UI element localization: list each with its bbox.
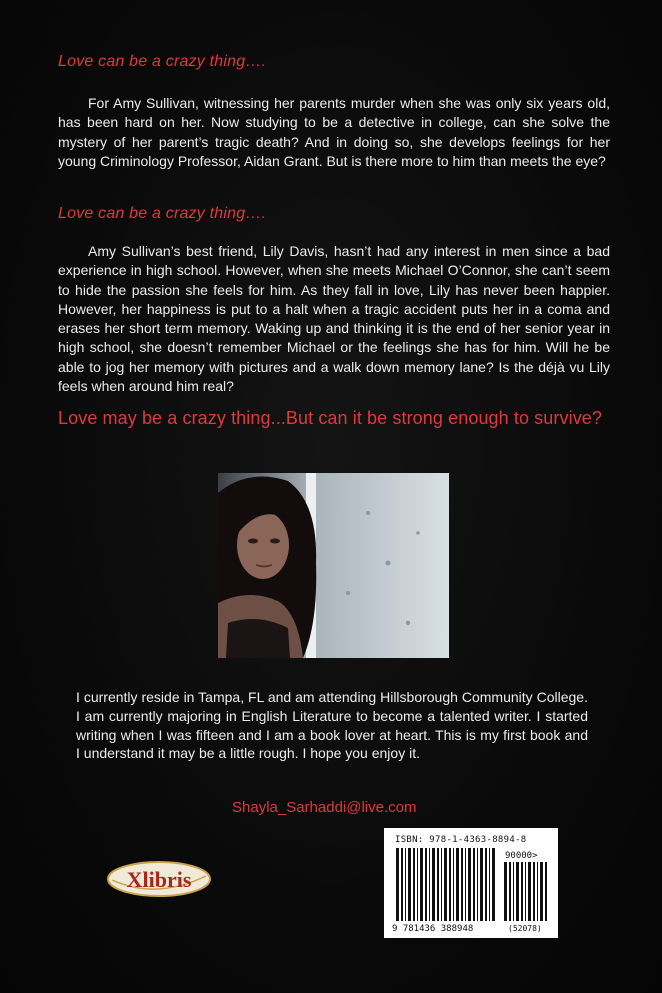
barcode-bar [417, 848, 418, 921]
barcode-bar [513, 862, 514, 921]
barcode-bar [485, 848, 487, 921]
barcode-bars-addon [504, 862, 547, 921]
xlibris-logo [106, 860, 212, 898]
barcode-bar [468, 848, 471, 921]
author-photo-image [218, 473, 449, 658]
barcode-bar [449, 848, 451, 921]
author-email[interactable]: Shayla_Sarhaddi@live.com [232, 799, 417, 816]
barcode-bar [425, 848, 427, 921]
barcode-bar [504, 862, 507, 921]
barcode-bar [528, 862, 531, 921]
barcode-bar [489, 848, 490, 921]
barcode-bar [521, 862, 523, 921]
barcode-bar [533, 862, 535, 921]
barcode-bar [444, 848, 447, 921]
barcode-bar [480, 848, 483, 921]
barcode-bar [465, 848, 466, 921]
barcode-bar [492, 848, 495, 921]
barcode-bar [509, 862, 511, 921]
barcode-bar [441, 848, 442, 921]
barcode-bar [408, 848, 411, 921]
barcode-bar [540, 862, 543, 921]
price-code: 90000> [505, 851, 538, 861]
barcode-bar [545, 862, 547, 921]
barcode-suffix: (52078) [508, 924, 542, 933]
barcode-bar [461, 848, 463, 921]
author-bio: I currently reside in Tampa, FL and am attending Hillsborough Community College. I am currently majoring in English Literature to become a talented writer. I started writing when I was fifteen and I am a book lover at heart. This is my first book and I understand it may be a little rough. I hope you enjoy it. [76, 689, 588, 762]
barcode-bar [456, 848, 459, 921]
isbn-barcode [384, 828, 558, 938]
barcode-bar [401, 848, 403, 921]
barcode-bar [413, 848, 415, 921]
tagline-2: Love can be a crazy thing…. [58, 205, 267, 222]
barcode-bar [429, 848, 430, 921]
closing-tagline: Love may be a crazy thing...But can it be strong enough to survive? [58, 408, 603, 428]
isbn-label: ISBN: 978-1-4363-8894-8 [395, 835, 527, 845]
barcode-bar [516, 862, 519, 921]
barcode-bar [477, 848, 478, 921]
synopsis-paragraph-2: Amy Sullivan’s best friend, Lily Davis, hasn’t had any interest in men since a bad experience in high school. However, when she meets Michael O’Connor, she can’t seem to hide the passion she feels for him. As they fall in love, Lily has never been happier. However, her happiness is put to a halt when a tragic accident puts her in a coma and erases her short term memory. Waking up and thinking it is the end of her senior year in high school, she doesn’t remember Michael or the feelings she has for him. Will he be able to jog her memory with pictures and a walk down memory lane? Is the déjà vu Lily feels when around him real? [58, 243, 610, 395]
barcode-bar [473, 848, 475, 921]
xlibris-logo-text: Xlibris [126, 867, 192, 892]
author-photo [218, 473, 449, 658]
barcode-bars-main [396, 848, 495, 921]
barcode-bar [537, 862, 538, 921]
synopsis-paragraph-1: For Amy Sullivan, witnessing her parents murder when she was only six years old, has been hard on her. Now studying to be a detective in college, can she solve the mystery of her parent’s tragic death? And in doing so, she develops feelings for her young Criminology Professor, Aidan Grant. But is there more to him than meets the eye? [58, 95, 610, 169]
barcode-bar [405, 848, 406, 921]
barcode-bar [525, 862, 526, 921]
barcode-bar [432, 848, 435, 921]
barcode-bar [420, 848, 423, 921]
barcode-bar [453, 848, 454, 921]
tagline-1: Love can be a crazy thing…. [58, 53, 267, 70]
barcode-bar [396, 848, 399, 921]
barcode-digits: 9 781436 388948 [392, 924, 474, 934]
barcode-bar [437, 848, 439, 921]
